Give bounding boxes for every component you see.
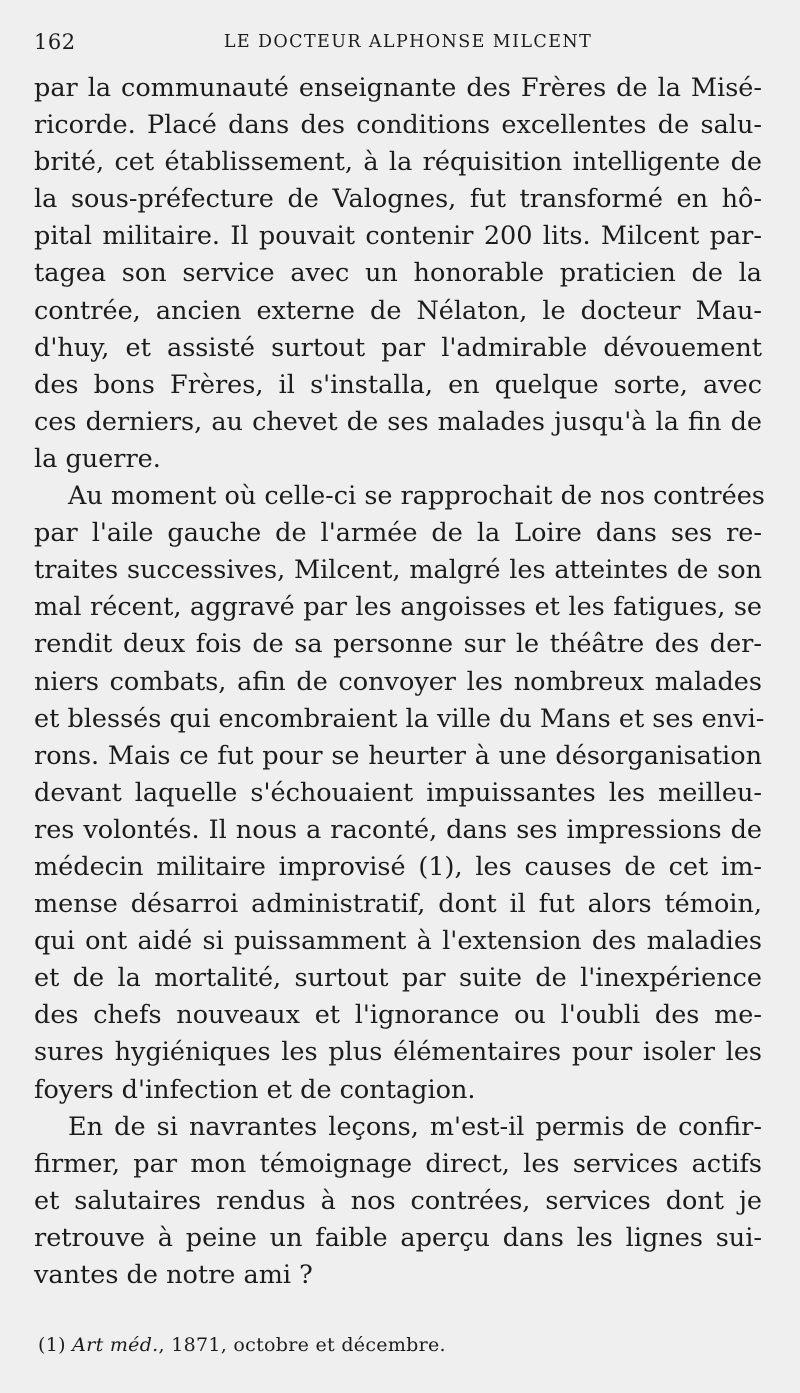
footnote-details: , 1871, octobre et décembre. [158,1334,446,1356]
page-header [34,30,764,56]
paragraph [34,70,762,478]
text-line: qui ont aidé si puissamment à l'extension des maladies [34,926,762,957]
body-text [34,70,765,1294]
text-line: par l'aile gauche de l'armée de la Loire dans ses re- [34,518,762,549]
text-line: par la communauté enseignante des Frères de la Misé- [34,73,762,103]
text-line: la sous-préfecture de Valognes, fut transformé en hô- [34,184,762,215]
paragraph [34,478,765,1109]
text-line: médecin militaire improvisé (1), les causes de cet im- [34,851,762,882]
text-line: rendit deux fois de sa personne sur le théâtre des der- [34,629,762,660]
text-line: d'huy, et assisté surtout par l'admirable dévouement [34,332,762,363]
text-line: En de si navrantes leçons, m'est-il permis de confir- [68,1111,762,1142]
text-line: foyers d'infection et de contagion. [34,1074,476,1105]
text-line: niers combats, afin de convoyer les nombreux malades [34,666,762,697]
text-line: Au moment où celle-ci se rapprochait de nos contrées [68,481,765,512]
text-line: retrouve à peine un faible aperçu dans les lignes sui- [34,1222,762,1253]
text-line: traites successives, Milcent, malgré les atteintes de son [34,555,762,586]
text-line: brité, cet établissement, à la réquisition intelligente de [34,147,762,178]
text-line: contrée, ancien externe de Nélaton, le docteur Mau- [34,295,762,326]
running-title: LE DOCTEUR ALPHONSE MILCENT [223,32,593,52]
text-line: et salutaires rendus à nos contrées, services dont je [34,1185,762,1216]
text-line: et blessés qui encombraient la ville du Mans et ses envi- [34,703,765,734]
text-line: rons. Mais ce fut pour se heurter à une désorganisation [34,740,762,771]
footnote-marker: (1) [38,1334,66,1356]
text-line: mal récent, aggravé par les angoisses et les fatigues, se [34,592,762,623]
text-line: et de la mortalité, surtout par suite de l'inexpérience [34,963,762,994]
text-line: pital militaire. Il pouvait contenir 200 lits. Milcent par- [34,221,762,252]
text-line: sures hygiéniques les plus élémentaires pour isoler les [34,1037,762,1068]
text-line: tagea son service avec un honorable praticien de la [34,258,762,289]
text-line: firmer, par mon témoignage direct, les services actifs [34,1148,762,1179]
text-line: vantes de notre ami ? [34,1260,313,1290]
paragraph [34,1109,762,1294]
text-line: des chefs nouveaux et l'ignorance ou l'oubli des me- [34,1000,762,1031]
text-line: devant laquelle s'échouaient impuissantes les meilleu- [34,777,762,808]
text-line: des bons Frères, il s'installa, en quelque sorte, avec [34,369,762,400]
page-number: 162 [34,30,76,54]
text-line: res volontés. Il nous a raconté, dans ses impressions de [34,814,762,845]
text-line: la guerre. [34,443,161,474]
text-line: ces derniers, au chevet de ses malades jusqu'à la fin de [34,406,762,437]
footnote-source: Art méd. [72,1334,159,1356]
footnote [38,1334,446,1356]
text-line: ricorde. Placé dans des conditions excellentes de salu- [34,110,762,141]
text-line: mense désarroi administratif, dont il fut alors témoin, [34,889,762,920]
